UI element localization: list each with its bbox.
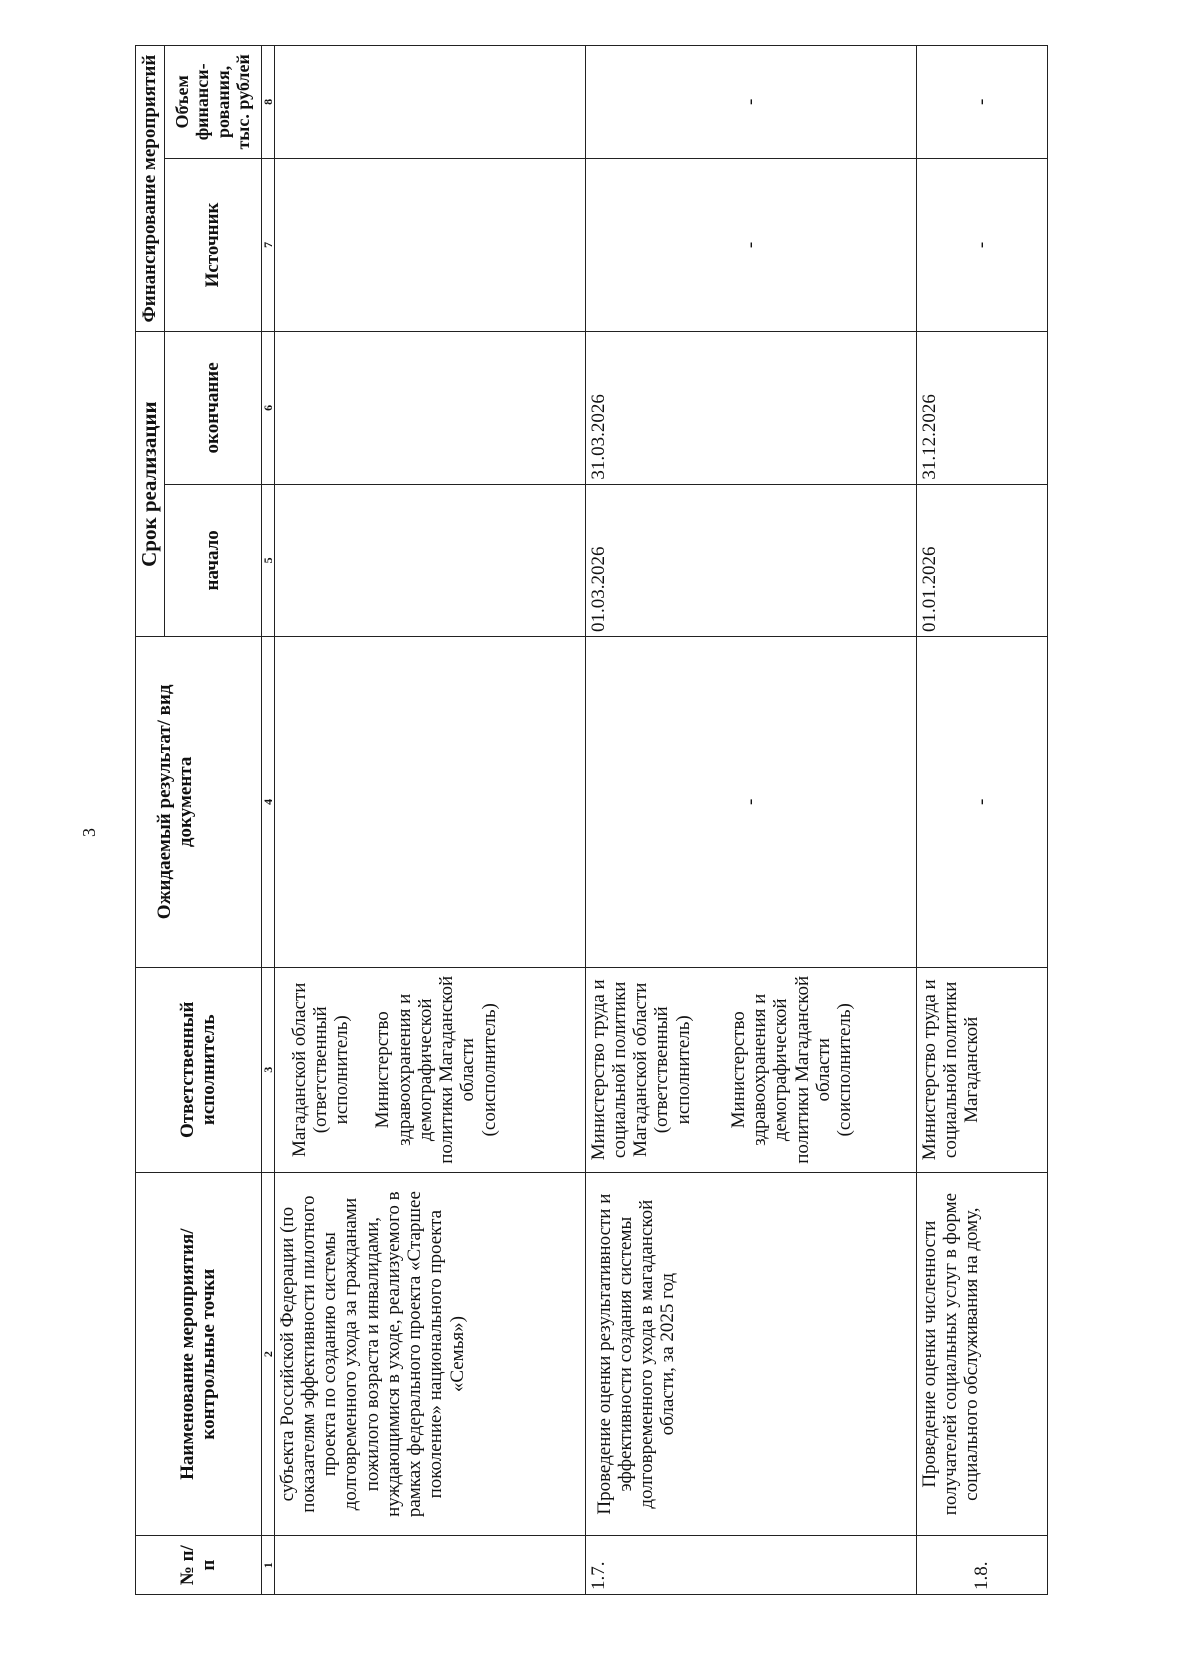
row-start — [274, 484, 585, 636]
header-responsible: Ответственный исполнитель — [136, 967, 262, 1172]
row-responsible — [916, 967, 1047, 1172]
row-result: - — [585, 637, 916, 968]
responsible-secondary: Министерство здравоохранения и демографической политики Магаданской области (соисполнитель) — [372, 975, 500, 1164]
column-number: 5 — [261, 484, 274, 636]
row-name: Проведение оценки численности получателей социальных услуг в форме социального обслуживания на дому, — [916, 1172, 1047, 1536]
column-number: 8 — [261, 46, 274, 159]
row-source: - — [916, 158, 1047, 332]
row-result — [274, 637, 585, 968]
header-name: Наименование мероприятия/ контрольные точки — [136, 1172, 262, 1536]
row-num: 1.8. — [916, 1536, 1047, 1595]
table-row — [274, 46, 585, 1595]
header-result: Ожидаемый результат/ вид документа — [136, 637, 262, 968]
row-start: 01.01.2026 — [916, 484, 1047, 636]
column-number: 7 — [261, 158, 274, 332]
row-responsible — [274, 967, 585, 1172]
row-volume: - — [585, 46, 916, 159]
header-end: окончание — [164, 332, 261, 484]
column-number: 6 — [261, 332, 274, 484]
measures-table — [135, 45, 1048, 1595]
row-result: - — [916, 637, 1047, 968]
row-start: 01.03.2026 — [585, 484, 916, 636]
row-name: субъекта Российской Федерации (по показателям эффективности пилотного проекта по созданию системы долговременного ухода за гражданами пожилого возраста и инвалидами, нуждающимися в уходе, реализуемого в рамках федерального проекта «Старшее поколение» национального проекта «Семья») — [274, 1172, 585, 1536]
header-source: Источник — [164, 158, 261, 332]
column-number: 3 — [261, 967, 274, 1172]
header-row-1 — [136, 46, 165, 1595]
row-responsible — [585, 967, 916, 1172]
header-start: начало — [164, 484, 261, 636]
row-end — [274, 332, 585, 484]
row-name: Проведение оценки результативности и эффективности создания системы долговременного ухода в магаданской области, за 2025 год — [585, 1172, 916, 1536]
header-volume: Объем финанси-рования, тыс. рублей — [164, 46, 261, 159]
responsible-secondary: Министерство здравоохранения и демографической политики Магаданской области (соисполнитель) — [727, 975, 856, 1164]
row-end: 31.12.2026 — [916, 332, 1047, 484]
row-end: 31.03.2026 — [585, 332, 916, 484]
column-number-row — [261, 46, 274, 1595]
row-volume — [274, 46, 585, 159]
rotated-table-sheet — [135, 45, 1095, 1595]
column-number: 2 — [261, 1172, 274, 1536]
table-row — [916, 46, 1047, 1595]
column-number: 4 — [261, 637, 274, 968]
row-source — [274, 158, 585, 332]
table-row — [585, 46, 916, 1595]
column-number: 1 — [261, 1536, 274, 1595]
row-source: - — [585, 158, 916, 332]
header-period: Срок реализации — [136, 332, 165, 637]
responsible-primary: Министерство труда и социальной политики Магаданской — [918, 979, 983, 1161]
row-volume: - — [916, 46, 1047, 159]
responsible-primary: Магаданской области (ответственный исполнитель) — [288, 982, 353, 1158]
header-financing: Финансирование мероприятий — [136, 46, 165, 332]
page-number: 3 — [79, 828, 99, 837]
row-num — [274, 1536, 585, 1595]
row-num: 1.7. — [585, 1536, 916, 1595]
header-num: № п/п — [136, 1536, 262, 1595]
responsible-primary: Министерство труда и социальной политики Магаданской области (ответственный исполнитель) — [587, 979, 694, 1161]
